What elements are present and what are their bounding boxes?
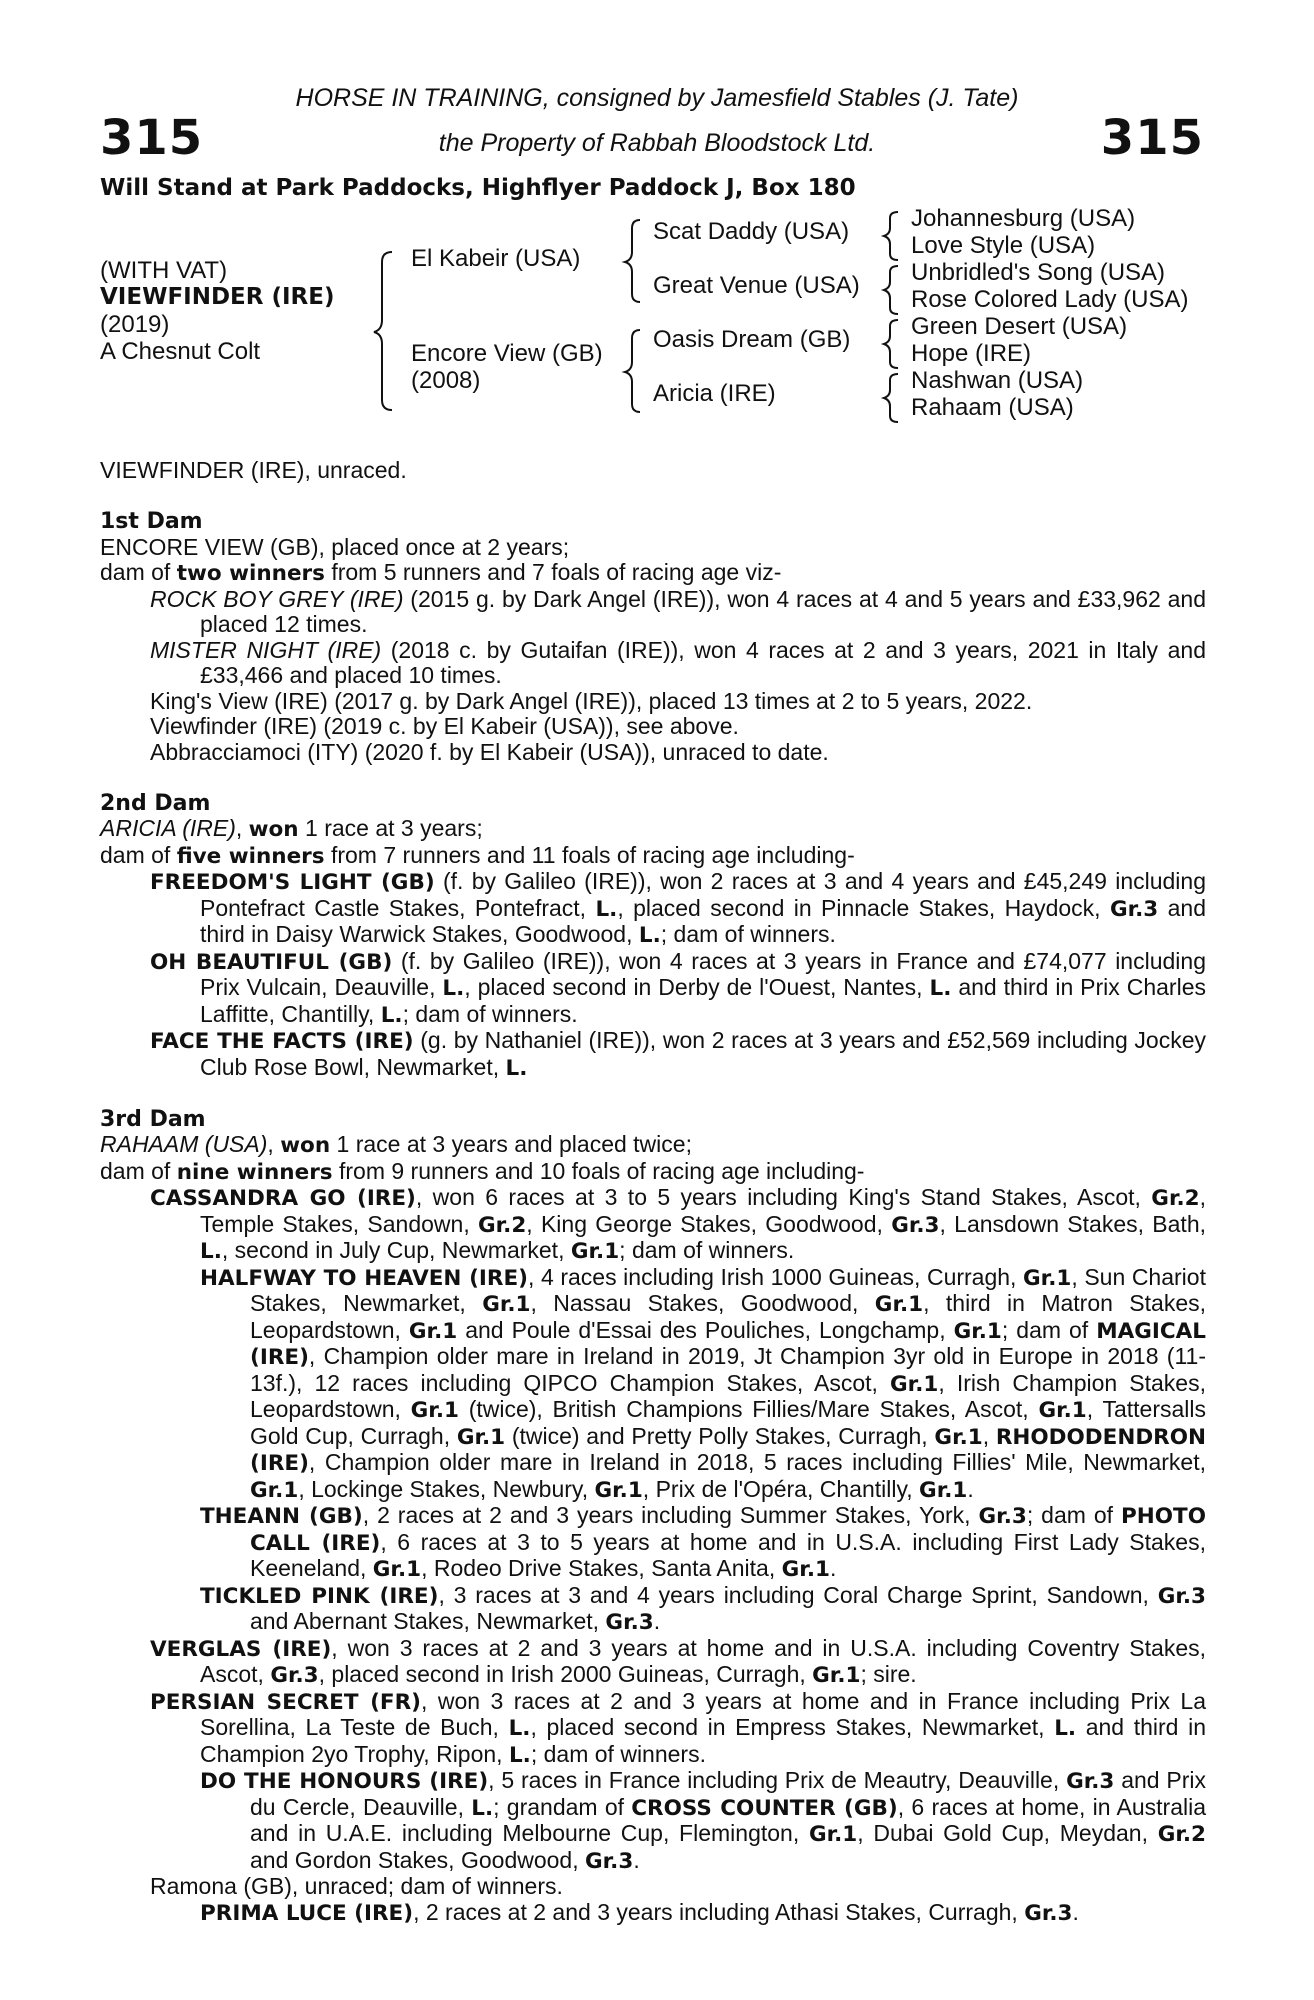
horse-description: A Chesnut Colt: [100, 338, 261, 365]
produce-cassandra-go: CASSANDRA GO (IRE), won 6 races at 3 to 5 years including King's Stand Stakes, Ascot, Gr.2, Temple Stakes, Sandown, Gr.2, King George Stakes, Goodwood, Gr.3, Lansdown Stakes, Bath, L., second in July Cup, Newmarket, Gr.1; dam of winners.: [150, 1184, 1206, 1264]
first-dam-heading: 1st Dam: [100, 509, 203, 534]
grandsire-1: Johannesburg (USA): [911, 205, 1136, 232]
produce-persian-secret: PERSIAN SECRET (FR), won 3 races at 2 and 3 years at home and in France including Prix La Sorellina, La Teste de Buch, L., placed second in Empress Stakes, Newmarket, L. and third in Champion 2yo Trophy, Ripon, L.; dam of winners.: [150, 1687, 1207, 1768]
dam-sire: Oasis Dream (GB): [653, 326, 851, 353]
produce-oh-beautiful: OH BEAUTIFUL (GB) (f. by Galileo (IRE)), won 4 races at 3 years in France and £74,077 including Prix Vulcain, Deauville, L., placed second in Derby de l'Ouest, Nantes, L. and third in Prix Charles Laffitte, Chantilly, L.; dam of winners.: [150, 947, 1206, 1028]
dam-dam: Aricia (IRE): [653, 380, 776, 407]
third-dam-heading: 3rd Dam: [100, 1106, 206, 1132]
third-dam-line2: dam of nine winners from 9 runners and 10 foals of racing age including-: [100, 1157, 865, 1185]
lot-number-right: 315: [1100, 110, 1204, 166]
produce-ramona: Ramona (GB), unraced; dam of winners.: [150, 1873, 563, 1899]
sire-sire: Scat Daddy (USA): [653, 218, 850, 245]
produce-rock-boy-grey: ROCK BOY GREY (IRE) (2015 g. by Dark Angel (IRE)), won 4 races at 4 and 5 years and £33,962 and placed 12 times.: [150, 585, 1206, 637]
produce-abbracciamoci: Abbracciamoci (ITY) (2020 f. by El Kabeir (USA)), unraced to date.: [150, 738, 829, 765]
third-dam-line1: RAHAAM (USA), won 1 race at 3 years and placed twice;: [100, 1131, 692, 1158]
second-dam-line1: ARICIA (IRE), won 1 race at 3 years;: [100, 815, 483, 842]
dam: Encore View (GB): [411, 340, 603, 367]
granddam-4: Rahaam (USA): [911, 394, 1074, 421]
granddam-1: Love Style (USA): [911, 232, 1096, 259]
produce-face-the-facts: FACE THE FACTS (IRE) (g. by Nathaniel (IRE)), won 2 races at 3 years and £52,569 including Jockey Club Rose Bowl, Newmarket, L.: [150, 1027, 1207, 1081]
produce-verglas: VERGLAS (IRE), won 3 races at 2 and 3 years at home and in U.S.A. including Coventry Stakes, Ascot, Gr.3, placed second in Irish 2000 Guineas, Curragh, Gr.1; sire.: [150, 1634, 1206, 1688]
sire: El Kabeir (USA): [411, 245, 581, 272]
first-dam-line2: dam of two winners from 5 runners and 7 foals of racing age viz-: [100, 559, 782, 586]
pedigree-braces: [0, 0, 1314, 430]
produce-do-the-honours: DO THE HONOURS (IRE), 5 races in France including Prix de Meautry, Deauville, Gr.3 and Prix du Cercle, Deauville, L.; grandam of CROSS COUNTER (GB), 6 races at home, in Australia and in U.A.E. including Melbourne Cup, Flemington, Gr.1, Dubai Gold Cup, Meydan, Gr.2 and Gordon Stakes, Goodwood, Gr.3.: [200, 1767, 1207, 1874]
produce-kings-view: King's View (IRE) (2017 g. by Dark Angel (IRE)), placed 13 times at 2 to 5 years, 2022.: [150, 687, 1033, 714]
first-dam-line1: ENCORE VIEW (GB), placed once at 2 years;: [100, 533, 570, 560]
second-dam-heading: 2nd Dam: [100, 790, 211, 816]
produce-theann: THEANN (GB), 2 races at 2 and 3 years including Summer Stakes, York, Gr.3; dam of PHOTO CALL (IRE), 6 races at 3 to 5 years at home and in U.S.A. including First Lady Stakes, Keeneland, Gr.1, Rodeo Drive Stakes, Santa Anita, Gr.1.: [200, 1502, 1206, 1582]
foaling-year: (2019): [100, 311, 170, 338]
vat-note: (WITH VAT): [100, 257, 228, 284]
grandsire-4: Nashwan (USA): [911, 367, 1084, 394]
stable-location: Will Stand at Park Paddocks, Highflyer Paddock J, Box 180: [100, 175, 856, 201]
horse-name: VIEWFINDER (IRE): [100, 284, 335, 310]
produce-freedoms-light: FREEDOM'S LIGHT (GB) (f. by Galileo (IRE)), won 2 races at 3 and 4 years and £45,249 including Pontefract Castle Stakes, Pontefract, L., placed second in Pinnacle Stakes, Haydock, Gr.3 and third in Daisy Warwick Stakes, Goodwood, L.; dam of winners.: [150, 868, 1206, 948]
produce-halfway-to-heaven: HALFWAY TO HEAVEN (IRE), 4 races including Irish 1000 Guineas, Curragh, Gr.1, Sun Chariot Stakes, Newmarket, Gr.1, Nassau Stakes, Goodwood, Gr.1, third in Matron Stakes, Leopardstown, Gr.1 and Poule d'Essai des Pouliches, Longchamp, Gr.1; dam of MAGICAL (IRE), Champion older mare in Ireland in 2019, Jt Champion 3yr old in Europe in 2018 (11-13f.), 12 races including QIPCO Champion Stakes, Ascot, Gr.1, Irish Champion Stakes, Leopardstown, Gr.1 (twice), British Champions Fillies/Mare Stakes, Ascot, Gr.1, Tattersalls Gold Cup, Curragh, Gr.1 (twice) and Pretty Polly Stakes, Curragh, Gr.1, RHODODENDRON (IRE), Champion older mare in Ireland in 2018, 5 races including Fillies' Mile, Newmarket, Gr.1, Lockinge Stakes, Newbury, Gr.1, Prix de l'Opéra, Chantilly, Gr.1.: [200, 1263, 1207, 1503]
owner-line: the Property of Rabbah Bloodstock Ltd.: [438, 129, 876, 157]
produce-viewfinder: Viewfinder (IRE) (2019 c. by El Kabeir (USA)), see above.: [150, 713, 739, 739]
catalogue-body: [100, 458, 1206, 1926]
granddam-2: Rose Colored Lady (USA): [911, 286, 1189, 313]
intro-line: VIEWFINDER (IRE), unraced.: [100, 457, 407, 483]
lot-number-left: 315: [100, 110, 204, 166]
produce-mister-night: MISTER NIGHT (IRE) (2018 c. by Gutaifan (IRE)), won 4 races at 2 and 3 years, 2021 in Italy and £33,466 and placed 10 times.: [150, 636, 1206, 688]
sire-dam: Great Venue (USA): [653, 272, 860, 299]
grandsire-3: Green Desert (USA): [911, 313, 1128, 340]
produce-tickled-pink: TICKLED PINK (IRE), 3 races at 3 and 4 years including Coral Charge Sprint, Sandown, Gr.3 and Abernant Stakes, Newmarket, Gr.3.: [200, 1581, 1206, 1635]
second-dam-line2: dam of five winners from 7 runners and 11 foals of racing age including-: [100, 841, 855, 869]
produce-prima-luce: PRIMA LUCE (IRE), 2 races at 2 and 3 years including Athasi Stakes, Curragh, Gr.3.: [200, 1898, 1079, 1926]
grandsire-2: Unbridled's Song (USA): [911, 259, 1166, 286]
granddam-3: Hope (IRE): [911, 340, 1032, 367]
dam-foaling-year: (2008): [411, 367, 481, 394]
consignor-line: HORSE IN TRAINING, consigned by Jamesfield Stables (J. Tate): [295, 84, 1019, 112]
